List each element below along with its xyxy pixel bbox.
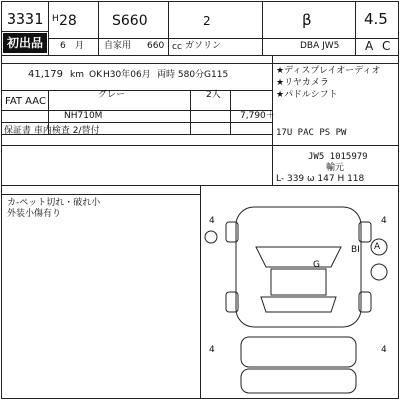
diagram-roof — [271, 269, 326, 295]
exterior-score: C — [382, 39, 391, 53]
era-prefix: H — [52, 14, 59, 24]
overall-score: 4.5 — [364, 10, 388, 28]
diagram-front-view — [241, 337, 356, 367]
damage-mark: A — [374, 242, 381, 252]
dimension-code: 両時 580分G115 — [157, 70, 229, 80]
color-code: NH710M — [64, 111, 103, 121]
lot-number: 3331 — [7, 10, 44, 28]
damage-mark: BI — [351, 245, 360, 255]
model-year: 28 — [59, 13, 77, 29]
damage-mark: 4 — [209, 216, 215, 226]
damage-mark: 4 — [381, 345, 387, 355]
shaken-date: H30年06月 — [103, 70, 151, 80]
car-model: S660 — [112, 13, 148, 29]
option-item: ★ディスプレイオーディオ — [276, 66, 381, 76]
diagram-rear-window — [261, 297, 336, 312]
mileage: 41,179 — [28, 69, 63, 80]
seating-capacity: 2人 — [206, 90, 221, 100]
month: 6 — [60, 41, 66, 51]
diagram-windshield — [256, 247, 341, 267]
documents: 保証書 車内検査 2/替付 — [4, 126, 100, 136]
mileage-check: OK — [89, 70, 102, 80]
body-color: グレー — [98, 90, 126, 100]
recycle-fee: 7,790＋ — [240, 111, 275, 121]
chassis-number: JW5 1015979 — [308, 152, 368, 162]
car-damage-diagram — [201, 187, 398, 397]
transmission: FAT AAC — [5, 96, 46, 107]
inspector-note: カ-ペット切れ・破れ小 — [7, 198, 101, 208]
model-code: DBA JW5 — [300, 41, 340, 51]
damage-mark: 4 — [381, 216, 387, 226]
mileage-unit: km — [70, 70, 84, 80]
diagram-side-marker — [371, 264, 387, 280]
option-item: ★リヤカメラ — [276, 78, 329, 88]
inspector-note: 外装小傷有り — [7, 209, 62, 219]
equipment-codes: 17U PAC PS PW — [276, 128, 347, 138]
door-count: 2 — [203, 14, 211, 28]
fuel-type: ガソリン — [185, 41, 222, 51]
header-divider — [1, 31, 48, 32]
diagram-side-marker — [205, 231, 217, 243]
interior-score: A — [365, 39, 374, 53]
diagram-rear-view — [241, 369, 356, 393]
grade: β — [302, 11, 312, 29]
displacement: 660 — [147, 41, 165, 51]
month-unit: 月 — [75, 41, 85, 51]
vehicle-use: 自家用 — [104, 41, 132, 51]
option-item: ★パドルシフト — [276, 90, 338, 100]
dimensions-lwh: L- 339 ω 147 H 118 — [276, 174, 365, 184]
origin-label: 輸元 — [326, 163, 345, 173]
first-listing-badge: 初出品 — [3, 33, 47, 53]
displacement-unit: cc — [172, 42, 182, 52]
damage-mark: G — [313, 260, 320, 270]
damage-mark: 4 — [209, 345, 215, 355]
